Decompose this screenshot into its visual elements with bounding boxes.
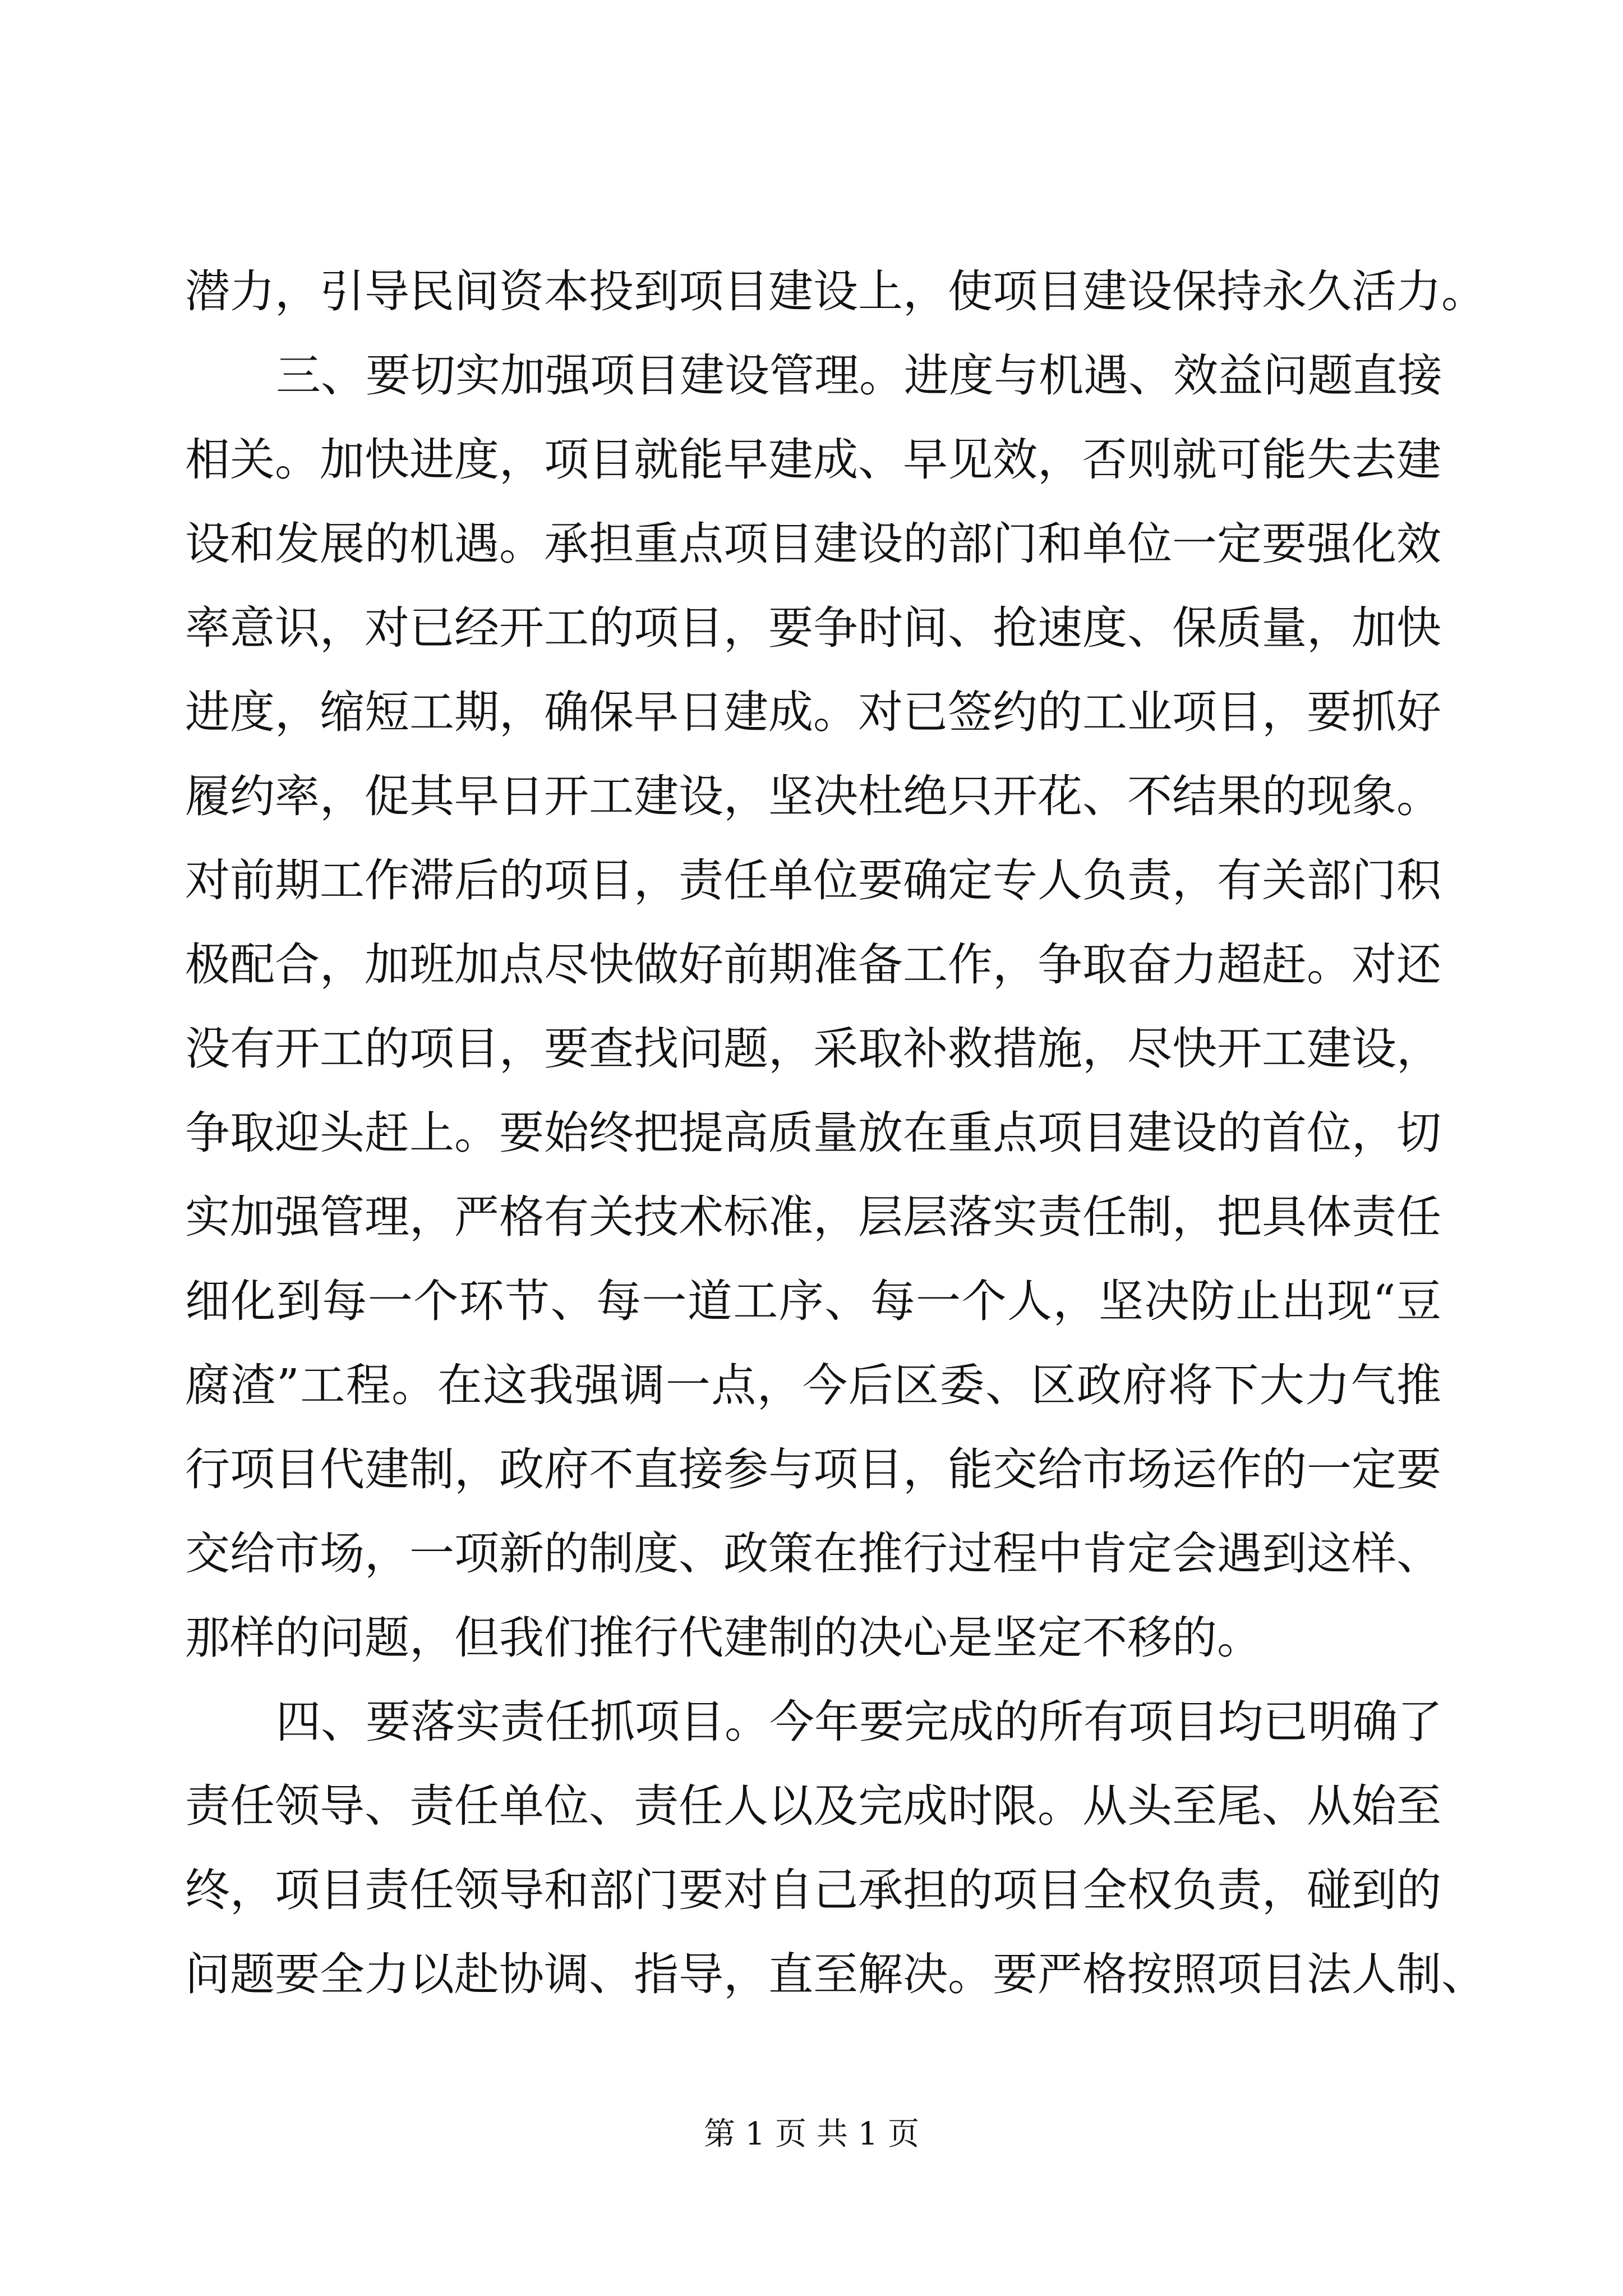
text-line-11: 争取迎头赶上。要始终把提高质量放在重点项目建设的首位，切 bbox=[185, 1107, 1441, 1159]
page-footer: 第 1 页 共 1 页 bbox=[703, 2116, 920, 2152]
text-line-6: 进度，缩短工期，确保早日建成。对已签约的工业项目，要抓好 bbox=[185, 686, 1441, 738]
text-line-19: 责任领导、责任单位、责任人以及完成时限。从头至尾、从始至 bbox=[185, 1780, 1441, 1832]
paragraph-4-first-line: 四、要落实责任抓项目。今年要完成的所有项目均已明确了 bbox=[276, 1696, 1442, 1748]
text-line-3: 相关。加快进度，项目就能早建成、早见效，否则就可能失去建 bbox=[185, 434, 1441, 486]
text-line-1: 潜力，引导民间资本投到项目建设上，使项目建设保持永久活力。 bbox=[185, 265, 1486, 318]
text-line-15: 行项目代建制，政府不直接参与项目，能交给市场运作的一定要 bbox=[185, 1443, 1441, 1496]
text-line-16: 交给市场，一项新的制度、政策在推行过程中肯定会遇到这样、 bbox=[185, 1527, 1441, 1580]
text-line-9: 极配合，加班加点尽快做好前期准备工作，争取奋力超赶。对还 bbox=[185, 938, 1441, 991]
text-line-8: 对前期工作滞后的项目，责任单位要确定专人负责，有关部门积 bbox=[185, 854, 1441, 907]
text-line-20: 终，项目责任领导和部门要对自己承担的项目全权负责，碰到的 bbox=[185, 1864, 1441, 1916]
text-line-21: 问题要全力以赴协调、指导，直至解决。要严格按照项目法人制、 bbox=[185, 1948, 1486, 2000]
text-line-13: 细化到每一个环节、每一道工序、每一个人，坚决防止出现“豆 bbox=[185, 1275, 1441, 1327]
text-line-10: 没有开工的项目，要查找问题，采取补救措施，尽快开工建设， bbox=[185, 1023, 1441, 1075]
text-line-14: 腐渣”工程。在这我强调一点，今后区委、区政府将下大力气推 bbox=[185, 1359, 1441, 1411]
text-line-4: 设和发展的机遇。承担重点项目建设的部门和单位一定要强化效 bbox=[185, 518, 1441, 570]
text-line-12: 实加强管理，严格有关技术标准，层层落实责任制，把具体责任 bbox=[185, 1191, 1441, 1243]
paragraph-3-last-line: 那样的问题，但我们推行代建制的决心是坚定不移的。 bbox=[185, 1612, 1262, 1664]
text-line-7: 履约率，促其早日开工建设，坚决杜绝只开花、不结果的现象。 bbox=[185, 770, 1441, 822]
paragraph-3-first-line: 三、要切实加强项目建设管理。进度与机遇、效益问题直接 bbox=[276, 349, 1442, 402]
text-line-5: 率意识，对已经开工的项目，要争时间、抢速度、保质量，加快 bbox=[185, 602, 1441, 654]
